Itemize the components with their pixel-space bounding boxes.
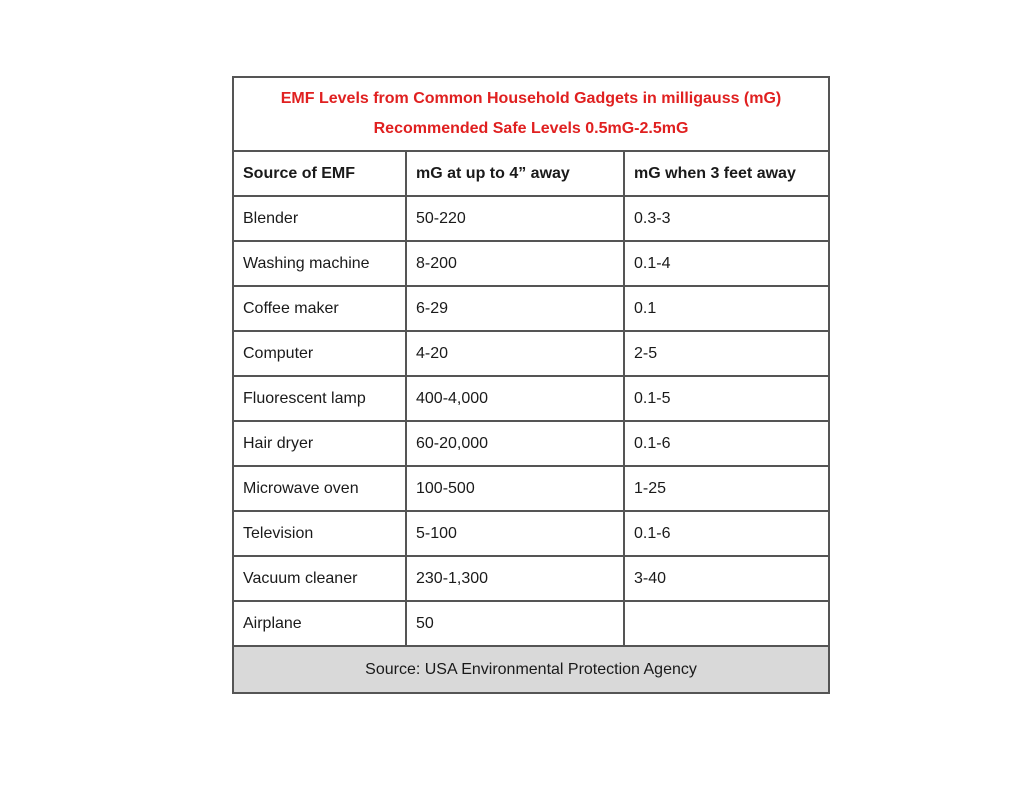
cell-far — [624, 601, 829, 646]
cell-near: 5-100 — [406, 511, 624, 556]
cell-far: 3-40 — [624, 556, 829, 601]
cell-far: 1-25 — [624, 466, 829, 511]
emf-levels-table — [232, 76, 830, 694]
table-row — [233, 196, 829, 241]
cell-far: 0.1-5 — [624, 376, 829, 421]
cell-source: Vacuum cleaner — [233, 556, 406, 601]
table-row — [233, 421, 829, 466]
cell-near: 50-220 — [406, 196, 624, 241]
cell-source: Microwave oven — [233, 466, 406, 511]
cell-near: 4-20 — [406, 331, 624, 376]
cell-near: 230-1,300 — [406, 556, 624, 601]
table-row — [233, 556, 829, 601]
cell-near: 6-29 — [406, 286, 624, 331]
cell-source: Television — [233, 511, 406, 556]
cell-near: 400-4,000 — [406, 376, 624, 421]
header-row — [233, 151, 829, 196]
table-row — [233, 601, 829, 646]
cell-far: 0.3-3 — [624, 196, 829, 241]
table-row — [233, 331, 829, 376]
table-title — [233, 77, 829, 151]
table-row — [233, 376, 829, 421]
cell-near: 50 — [406, 601, 624, 646]
cell-far: 0.1-6 — [624, 511, 829, 556]
cell-source: Coffee maker — [233, 286, 406, 331]
cell-far: 2-5 — [624, 331, 829, 376]
source-row — [233, 646, 829, 693]
table-title-line-2: Recommended Safe Levels 0.5mG-2.5mG — [373, 120, 689, 137]
cell-source: Fluorescent lamp — [233, 376, 406, 421]
source-note: Source: USA Environmental Protection Agency — [233, 646, 829, 693]
cell-source: Washing machine — [233, 241, 406, 286]
table-row — [233, 511, 829, 556]
column-header-far: mG when 3 feet away — [624, 151, 829, 196]
cell-far: 0.1-4 — [624, 241, 829, 286]
cell-source: Blender — [233, 196, 406, 241]
table-row — [233, 466, 829, 511]
cell-source: Hair dryer — [233, 421, 406, 466]
cell-far: 0.1 — [624, 286, 829, 331]
table-title-line-1: EMF Levels from Common Household Gadgets in milligauss (mG) — [280, 90, 782, 107]
cell-near: 8-200 — [406, 241, 624, 286]
cell-source: Computer — [233, 331, 406, 376]
cell-far: 0.1-6 — [624, 421, 829, 466]
cell-near: 60-20,000 — [406, 421, 624, 466]
cell-near: 100-500 — [406, 466, 624, 511]
column-header-near: mG at up to 4” away — [406, 151, 624, 196]
column-header-source: Source of EMF — [233, 151, 406, 196]
cell-source: Airplane — [233, 601, 406, 646]
title-row — [233, 77, 829, 151]
table-row — [233, 286, 829, 331]
table-row — [233, 241, 829, 286]
